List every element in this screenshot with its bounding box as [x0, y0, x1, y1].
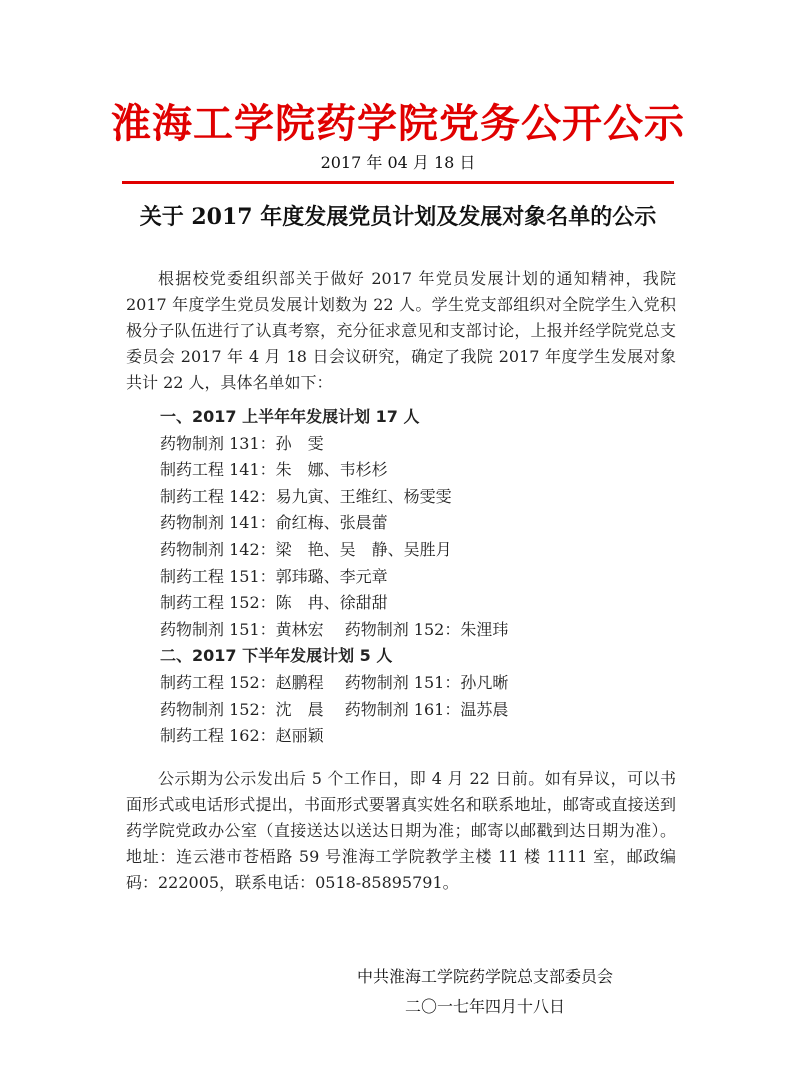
list-item: 药物制剂 131：孙 雯: [160, 433, 324, 453]
intro-paragraph: 根据校党委组织部关于做好 2017 年党员发展计划的通知精神，我院 2017 年度学生党员发展计划数为 22 人。学生党支部组织对全院学生入党积极分子队伍进行了认真考察，充分征求意见和支部讨论，上报并经学院党总支委员会 2017 年 4 月 18 日会议研究，确定了我院 2017 年度学生发展对象共计 22 人，具体名单如下：: [126, 269, 676, 392]
notice-title: 关于 2017 年度发展党员计划及发展对象名单的公示: [139, 204, 657, 230]
list-item: 药物制剂 141：俞红梅、张晨蕾: [160, 513, 388, 533]
list-item: 制药工程 141：朱 娜、韦杉杉: [160, 460, 388, 480]
closing-paragraph: 公示期为公示发出后 5 个工作日，即 4 月 22 日前。如有异议，可以书面形式或电话形式提出，书面形式要署真实姓名和联系地址，邮寄或直接送到药学院党政办公室（直接送达以送达日期为准；邮寄以邮戳到达日期为准）。地址：连云港市苍梧路 59 号淮海工学院教学主楼 11 楼 1111 室，邮政编码：222005，联系电话：0518-85895791。: [126, 769, 676, 892]
list-item: 制药工程 162：赵丽颖: [160, 726, 324, 746]
list-item: 药物制剂 142：梁 艳、吴 静、吴胜月: [160, 539, 452, 559]
intro-paragraph-block: [126, 266, 676, 396]
signature-org: 中共淮海工学院药学院总支部委员会: [356, 967, 613, 986]
list-item: 药物制剂 151：黄林宏 药物制剂 152：朱浬玮: [160, 619, 509, 639]
section2-heading: 二、2017 下半年发展计划 5 人: [160, 646, 393, 666]
section1-heading: 一、2017 上半年年发展计划 17 人: [160, 407, 420, 426]
list-item: 药物制剂 152：沈 晨 药物制剂 161：温苏晨: [160, 699, 509, 719]
list-item: 制药工程 151：郭玮璐、李元章: [160, 566, 388, 586]
list-item: 制药工程 142：易九寅、王维红、杨雯雯: [160, 486, 452, 506]
signature-block: [320, 962, 650, 1022]
list-item: 制药工程 152：赵鹏程 药物制剂 151：孙凡晰: [160, 672, 509, 692]
header-title: 淮海工学院药学院党务公开公示: [111, 100, 685, 147]
list-item: 制药工程 152：陈 冉、徐甜甜: [160, 593, 388, 613]
signature-date: 二〇一七年四月十八日: [404, 997, 565, 1016]
closing-paragraph-block: [126, 766, 676, 896]
header-date: 2017 年 04 月 18 日: [320, 153, 476, 172]
red-divider: [122, 181, 674, 184]
candidate-list: [160, 404, 680, 750]
